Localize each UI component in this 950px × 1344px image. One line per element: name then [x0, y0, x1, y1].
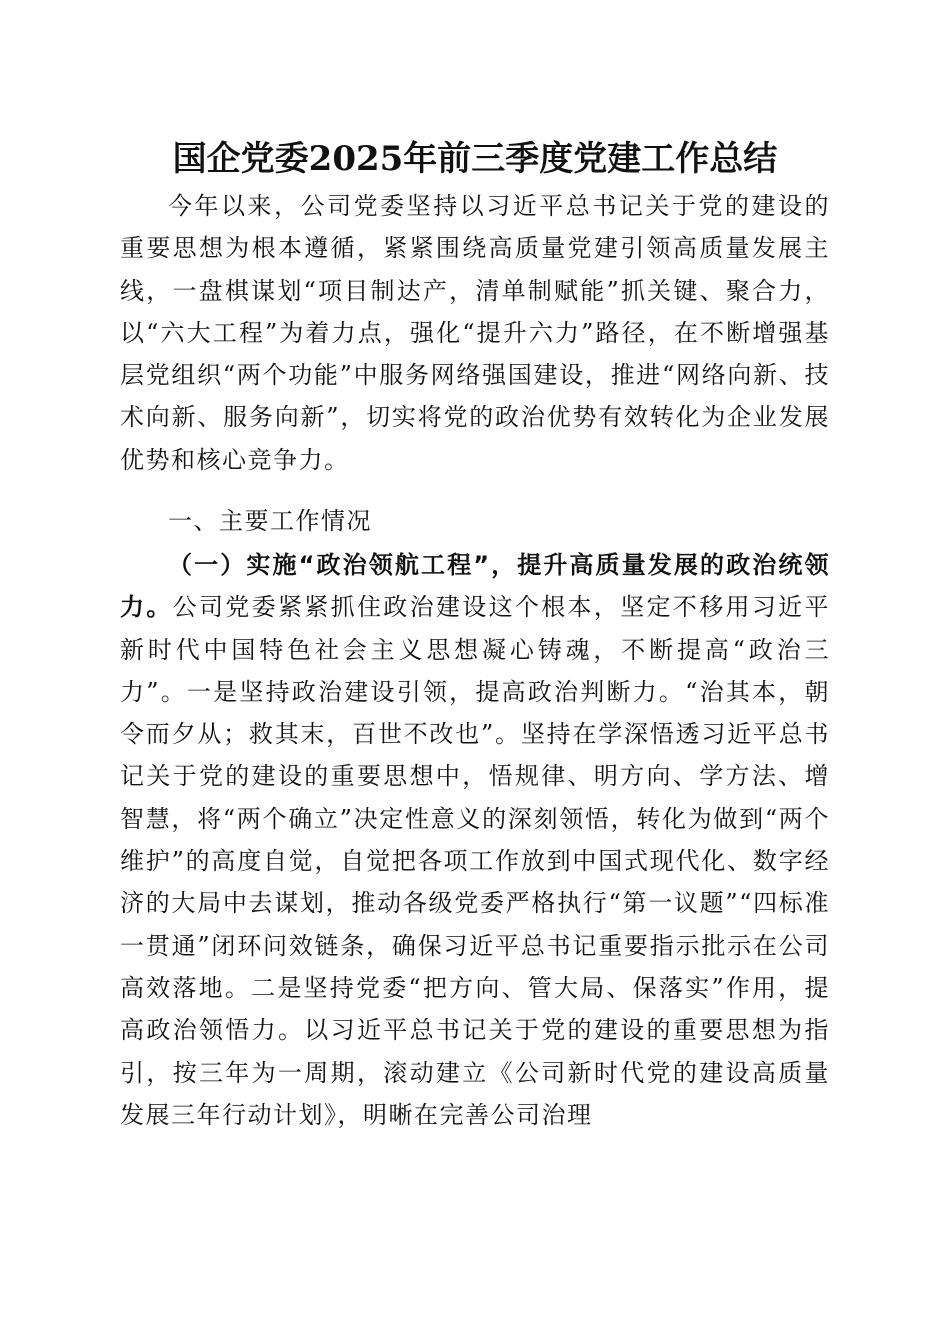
subsection-heading-political-leadership: （一）实施“政治领航工程”，提升高质量发展的政治统领力。	[120, 551, 830, 622]
subsection-body-text: 公司党委紧紧抓住政治建设这个根本，坚定不移用习近平新时代中国特色社会主义思想凝心铸魂，不断提高“政治三力”。一是坚持政治建设引领，提高政治判断力。“治其本，朝令而夕从；救其末，百世不改也”。坚持在学深悟透习近平总书记关于党的建设的重要思想中，悟规律、明方向、学方法、增智慧，将“两个确立”决定性意义的深刻领悟，转化为做到“两个维护”的高度自觉，自觉把各项工作放到中国式现代化、数字经济的大局中去谋划，推动各级党委严格执行“第一议题”“四标准一贯通”闭环问效链条，确保习近平总书记重要指示批示在公司高效落地。二是坚持党委“把方向、管大局、保落实”作用，提高政治领悟力。以习近平总书记关于党的建设的重要思想为指引，按三年为一周期，滚动建立《公司新时代党的建设高质量发展三年行动计划》，明晰在完善公司治理	[120, 593, 831, 1129]
subsection-paragraph	[120, 544, 830, 1136]
document-title: 国企党委2025年前三季度党建工作总结	[172, 139, 778, 179]
section-heading-main-work: 一、主要工作情况	[168, 507, 372, 535]
intro-paragraph: 今年以来，公司党委坚持以习近平总书记关于党的建设的重要思想为根本遵循，紧紧围绕高质量党建引领高质量发展主线，一盘棋谋划“项目制达产，清单制赋能”抓关键、聚合力，以“六大工程”为着力点，强化“提升六力”路径，在不断增强基层党组织“两个功能”中服务网络强国建设，推进“网络向新、技术向新、服务向新”，切实将党的政治优势有效转化为企业发展优势和核心竞争力。	[120, 192, 830, 474]
